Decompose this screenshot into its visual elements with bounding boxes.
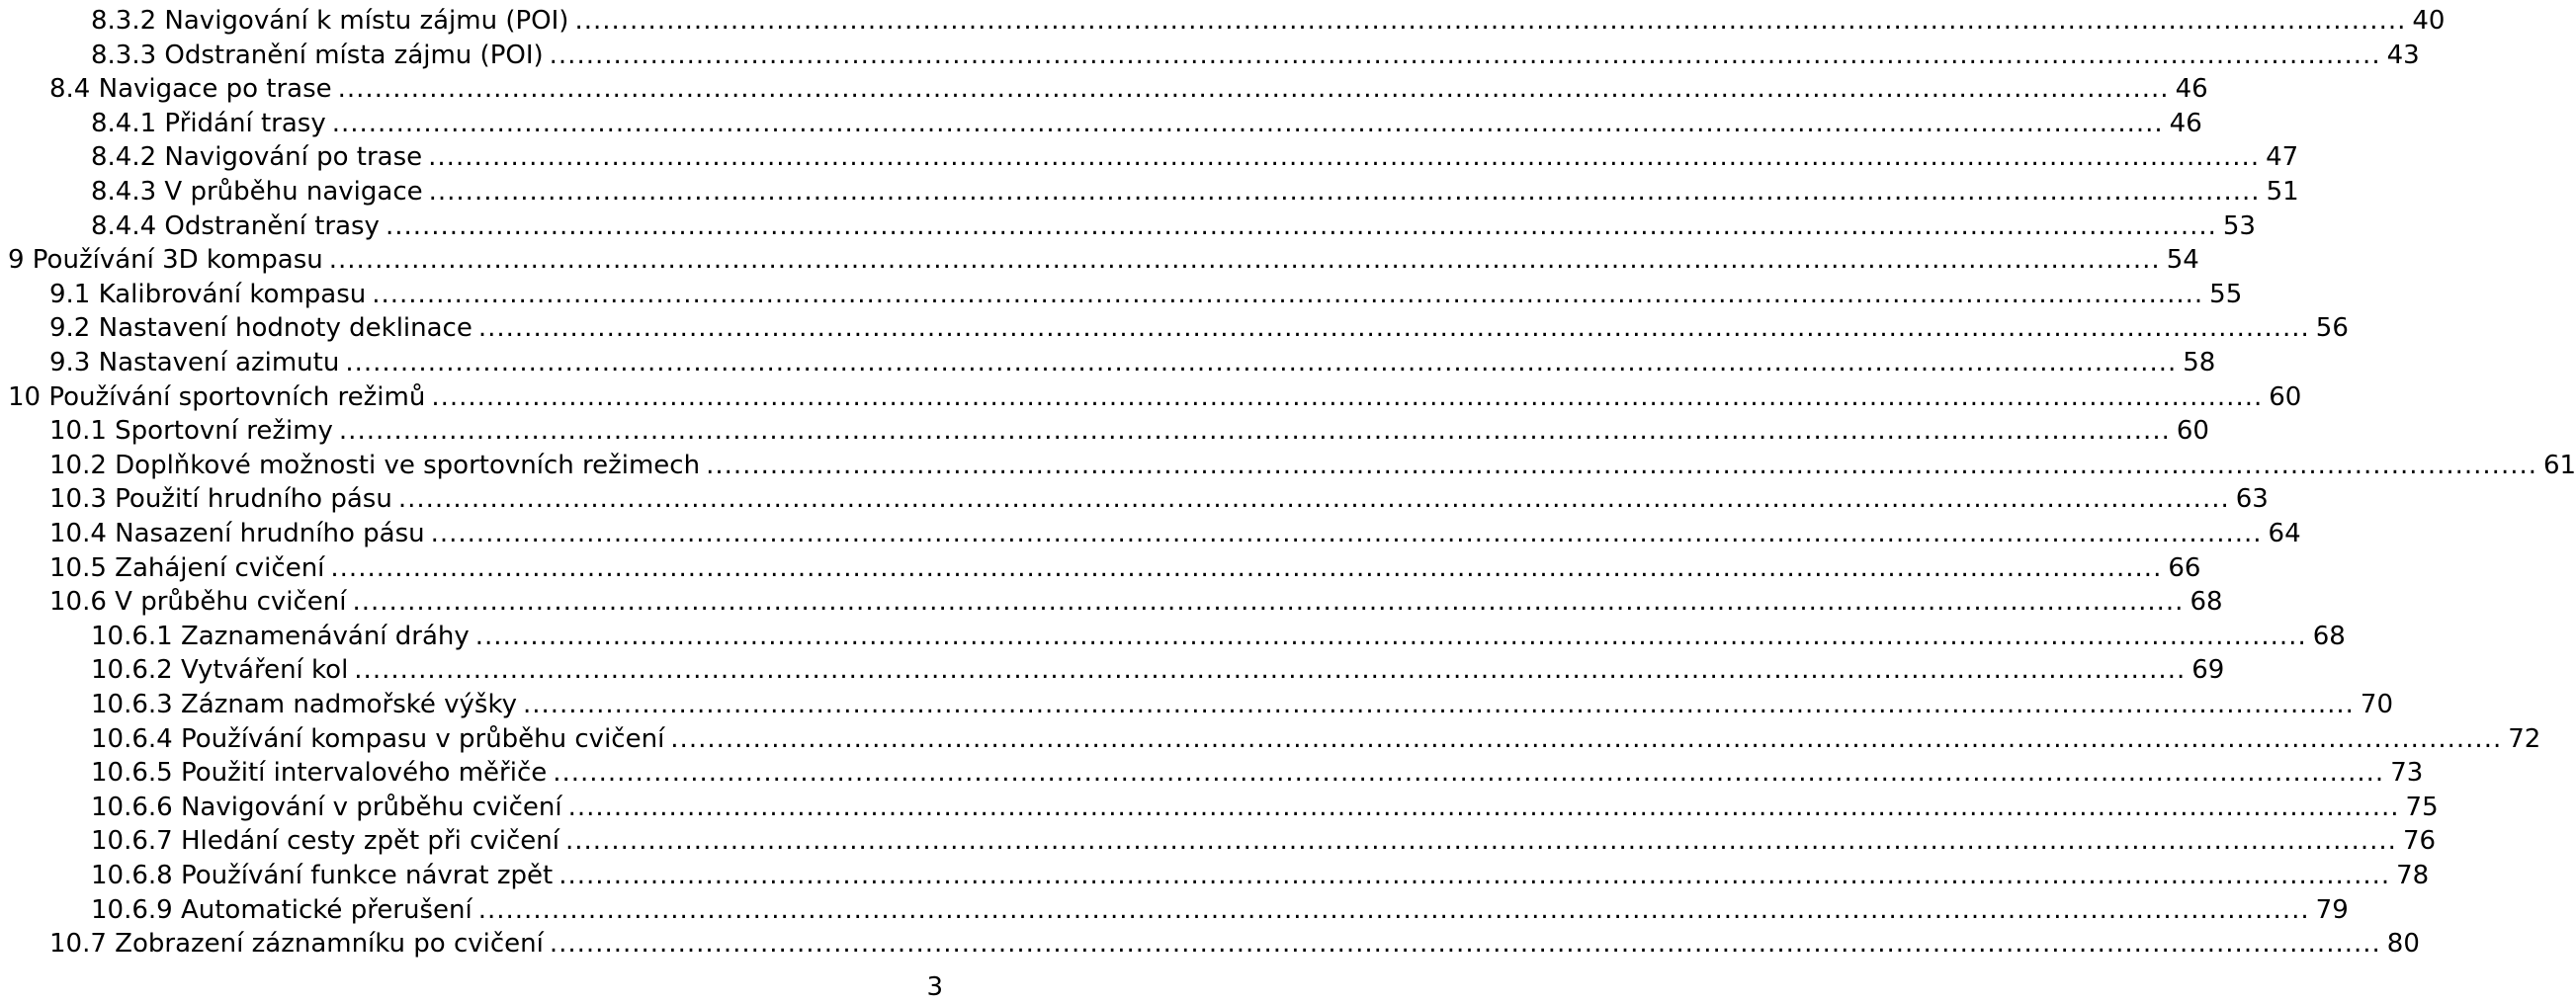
toc-entry-page: 73	[2390, 758, 2424, 789]
toc-entry-page: 63	[2235, 484, 2269, 515]
toc-entry-page: 68	[2312, 621, 2346, 651]
toc-entry[interactable]	[8, 243, 2199, 277]
toc-entry[interactable]	[8, 380, 2302, 414]
toc-entry-page: 58	[2183, 348, 2216, 377]
toc-entry-label: 9.2 Nastavení hodnoty deklinace	[49, 313, 472, 344]
toc-entry-label: 10.3 Použití hrudního pásu	[49, 484, 392, 515]
toc-entry[interactable]	[49, 278, 2243, 311]
toc-entry[interactable]	[91, 859, 2430, 892]
toc-entry-label: 8.3.2 Navigování k místu zájmu (POI)	[91, 6, 569, 36]
toc-entry-label: 10.2 Doplňkové možnosti ve sportovních režimech	[49, 450, 701, 480]
toc-entry[interactable]	[49, 517, 2301, 550]
toc-entry-label: 9.1 Kalibrování kompasu	[49, 279, 367, 309]
toc-entry-page: 60	[2269, 381, 2302, 412]
toc-entry-page: 61	[2543, 450, 2576, 480]
toc-entry-page: 66	[2168, 552, 2201, 583]
toc-dot-leader: ........................................................................................................................................................................................................	[553, 758, 2385, 789]
toc-entry[interactable]	[49, 346, 2216, 379]
toc-entry-page: 60	[2176, 416, 2209, 447]
toc-entry-page: 40	[2412, 6, 2446, 36]
toc-entry-page: 55	[2209, 279, 2243, 309]
toc-entry-page: 64	[2268, 519, 2301, 548]
toc-entry[interactable]	[91, 140, 2299, 174]
toc-dot-leader: ........................................................................................................................................................................................................	[352, 587, 2185, 618]
toc-entry-label: 8.4.4 Odstranění trasy	[91, 210, 380, 241]
toc-entry[interactable]	[49, 72, 2208, 106]
toc-dot-leader: ........................................................................................................................................................................................................	[474, 621, 2307, 651]
toc-entry[interactable]	[49, 311, 2349, 345]
toc-entry[interactable]	[49, 585, 2223, 619]
toc-dot-leader: ........................................................................................................................................................................................................	[330, 552, 2163, 583]
toc-entry[interactable]	[91, 756, 2424, 790]
toc-entry-page: 69	[2191, 655, 2225, 686]
toc-dot-leader: ........................................................................................................................................................................................................	[549, 929, 2381, 960]
toc-entry-page: 46	[2175, 74, 2208, 105]
toc-dot-leader: ........................................................................................................................................................................................................	[431, 381, 2264, 412]
toc-dot-leader: ........................................................................................................................................................................................................	[385, 210, 2217, 241]
toc-dot-leader: ........................................................................................................................................................................................................	[430, 519, 2263, 548]
toc-dot-leader: ........................................................................................................................................................................................................	[331, 108, 2164, 138]
toc-entry-label: 10.6.9 Automatické přerušení	[91, 894, 472, 925]
toc-entry-page: 56	[2315, 313, 2349, 344]
toc-entry[interactable]	[91, 209, 2256, 243]
toc-dot-leader: ........................................................................................................................................................................................................	[477, 313, 2310, 344]
toc-dot-leader: ........................................................................................................................................................................................................	[328, 245, 2161, 276]
toc-entry[interactable]	[91, 39, 2420, 72]
page-number: 3	[926, 972, 943, 1002]
toc-entry-label: 9.3 Nastavení azimutu	[49, 348, 340, 377]
toc-entry[interactable]	[91, 653, 2225, 687]
toc-entry[interactable]	[49, 414, 2209, 448]
toc-entry[interactable]	[49, 449, 2576, 482]
toc-dot-leader: ........................................................................................................................................................................................................	[337, 74, 2170, 105]
toc-entry-label: 10.7 Zobrazení záznamníku po cvičení	[49, 929, 544, 960]
toc-entry-label: 10.6.5 Použití intervalového měřiče	[91, 758, 548, 789]
toc-entry-label: 10.6.3 Záznam nadmořské výšky	[91, 690, 517, 719]
toc-dot-leader: ........................................................................................................................................................................................................	[338, 416, 2171, 447]
toc-entry-label: 8.4.1 Přidání trasy	[91, 108, 326, 138]
toc-entry[interactable]	[91, 175, 2299, 209]
toc-dot-leader: ........................................................................................................................................................................................................	[670, 723, 2503, 754]
toc-entry-label: 10.6.7 Hledání cesty zpět při cvičení	[91, 826, 560, 857]
toc-entry-page: 70	[2360, 690, 2393, 719]
toc-entry-page: 79	[2315, 894, 2349, 925]
toc-entry[interactable]	[91, 722, 2541, 756]
toc-dot-leader: ........................................................................................................................................................................................................	[397, 484, 2230, 515]
toc-entry-label: 10 Používání sportovních režimů	[8, 381, 426, 412]
toc-entry-page: 75	[2405, 792, 2439, 822]
toc-entry-page: 80	[2386, 929, 2420, 960]
toc-dot-leader: ........................................................................................................................................................................................................	[372, 279, 2204, 309]
toc-entry-page: 53	[2222, 210, 2256, 241]
toc-dot-leader: ........................................................................................................................................................................................................	[354, 655, 2187, 686]
toc-entry-label: 10.6.2 Vytváření kol	[91, 655, 349, 686]
toc-entry[interactable]	[49, 927, 2420, 961]
toc-dot-leader: ........................................................................................................................................................................................................	[477, 894, 2310, 925]
toc-entry-page: 46	[2169, 108, 2202, 138]
toc-entry-label: 8.4 Navigace po trase	[49, 74, 332, 105]
toc-entry-label: 10.6.6 Navigování v průběhu cvičení	[91, 792, 562, 822]
toc-entry[interactable]	[91, 893, 2349, 927]
toc-entry-label: 10.6.8 Používání funkce návrat zpět	[91, 861, 554, 890]
toc-dot-leader: ........................................................................................................................................................................................................	[522, 690, 2355, 719]
toc-entry-page: 68	[2190, 587, 2223, 618]
toc-entry-label: 8.4.2 Navigování po trase	[91, 142, 423, 173]
toc-entry-label: 10.6.4 Používání kompasu v průběhu cvičení	[91, 723, 665, 754]
toc-entry-label: 10.6 V průběhu cvičení	[49, 587, 347, 618]
toc-dot-leader: ........................................................................................................................................................................................................	[549, 40, 2381, 70]
toc-dot-leader: ........................................................................................................................................................................................................	[567, 792, 2400, 822]
toc-entry[interactable]	[91, 620, 2346, 653]
toc-entry[interactable]	[49, 482, 2269, 516]
toc-dot-leader: ........................................................................................................................................................................................................	[574, 6, 2407, 36]
toc-entry[interactable]	[91, 824, 2437, 858]
toc-entry-page: 51	[2266, 177, 2299, 207]
toc-dot-leader: ........................................................................................................................................................................................................	[345, 348, 2178, 377]
toc-entry-label: 8.4.3 V průběhu navigace	[91, 177, 423, 207]
toc-entry-label: 10.6.1 Zaznamenávání dráhy	[91, 621, 470, 651]
toc-dot-leader: ........................................................................................................................................................................................................	[558, 861, 2391, 890]
toc-entry-page: 47	[2266, 142, 2299, 173]
toc-entry-label: 10.4 Nasazení hrudního pásu	[49, 519, 425, 548]
toc-entry-label: 10.1 Sportovní režimy	[49, 416, 333, 447]
toc-entry-page: 72	[2508, 723, 2541, 754]
toc-dot-leader: ........................................................................................................................................................................................................	[706, 450, 2538, 480]
toc-entry[interactable]	[91, 107, 2202, 140]
toc-entry-page: 76	[2402, 826, 2437, 857]
toc-entry-page: 54	[2166, 245, 2199, 276]
toc-entry-page: 43	[2386, 40, 2420, 70]
toc-entry[interactable]	[49, 551, 2201, 585]
toc-entry-label: 10.5 Zahájení cvičení	[49, 552, 325, 583]
toc-entry[interactable]	[91, 4, 2446, 38]
toc-entry[interactable]	[91, 791, 2439, 824]
toc-entry-page: 78	[2396, 861, 2430, 890]
toc-entry-label: 8.3.3 Odstranění místa zájmu (POI)	[91, 40, 544, 70]
toc-dot-leader: ........................................................................................................................................................................................................	[428, 177, 2261, 207]
toc-entry-label: 9 Používání 3D kompasu	[8, 245, 323, 276]
toc-dot-leader: ........................................................................................................................................................................................................	[565, 826, 2397, 857]
toc-entry[interactable]	[91, 688, 2393, 721]
toc-dot-leader: ........................................................................................................................................................................................................	[428, 142, 2261, 173]
